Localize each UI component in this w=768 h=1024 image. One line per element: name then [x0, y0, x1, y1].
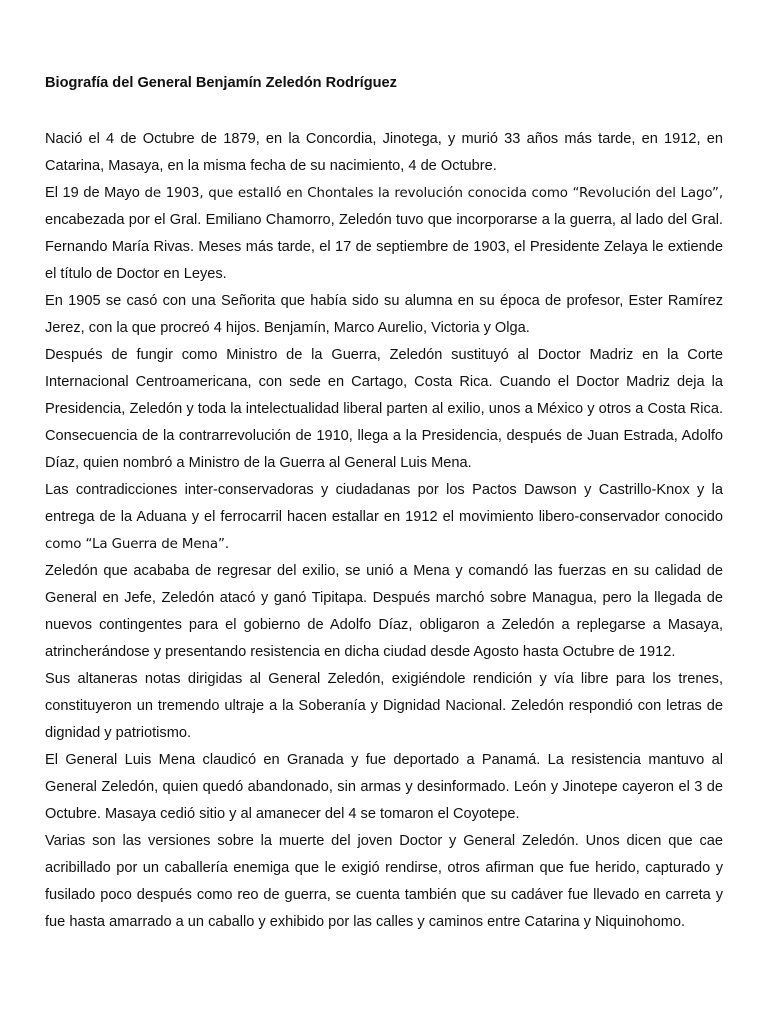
paragraph-marriage: En 1905 se casó con una Señorita que había sido su alumna en su época de profesor, Ester Ramírez Jerez, con la que procreó 4 hijos. Benjamín, Marco Aurelio, Victoria y Olga. [45, 293, 723, 336]
paragraph-contradictions-lead: Las contradicciones inter-conservadoras y ciudadanas por los Pactos Dawson y Castrillo-Knox y la entrega de la Aduana y el ferrocarril hacen estallar en 1912 el movimiento libero-conservador conocido [45, 482, 723, 525]
paragraph-birth: Nació el 4 de Octubre de 1879, en la Concordia, Jinotega, y murió 33 años más tarde, en 1912, en Catarina, Masaya, en la misma fecha de su nacimiento, 4 de Octubre. [45, 131, 723, 174]
paragraph-campaign: Zeledón que acababa de regresar del exilio, se unió a Mena y comandó las fuerzas en su calidad de General en Jefe, Zeledón atacó y ganó Tipitapa. Después marchó sobre Managua, pero la llegada de nuevos contingentes para el gobierno de Adolfo Díaz, obligaron a Zeledón a replegarse a Masaya, atrincherándose y presentando resistencia en dicha ciudad desde Agosto hasta Octubre de 1912. [45, 563, 723, 660]
paragraph-death: Varias son las versiones sobre la muerte del joven Doctor y General Zeledón. Unos dicen que cae acribillado por un caballería enemiga que le exigió rendirse, otros afirman que fue herido, capturado y fusilado poco después como reo de guerra, se cuenta también que su cadáver fue llevado en carreta y fue hasta amarrado a un caballo y exhibido por las calles y caminos entre Catarina y Niquinohomo. [45, 833, 723, 930]
paragraph-ministry: Después de fungir como Ministro de la Guerra, Zeledón sustituyó al Doctor Madriz en la Corte Internacional Centroamericana, con sede en Cartago, Costa Rica. Cuando el Doctor Madriz deja la Presidencia, Zeledón y toda la intelectualidad liberal parten al exilio, unos a México y otros a Costa Rica. Consecuencia de la contrarrevolución de 1910, llega a la Presidencia, después de Juan Estrada, Adolfo Díaz, quien nombró a Ministro de la Guerra al General Luis Mena. [45, 347, 723, 471]
paragraph-revolution [45, 180, 723, 288]
paragraph-resistance: El General Luis Mena claudicó en Granada y fue deportado a Panamá. La resistencia mantuvo al General Zeledón, quien quedó abandonado, sin armas y desinformado. León y Jinotepe cayeron el 3 de Octubre. Masaya cedió sitio y al amanecer del 4 se tomaron el Coyotepe. [45, 752, 723, 822]
paragraph-revolution-rest: encabezada por el Gral. Emiliano Chamorro, Zeledón tuvo que incorporarse a la guerra, al lado del Gral. Fernando María Rivas. Meses más tarde, el 17 de septiembre de 1903, el Presidente Zelaya le extiende el título de Doctor en Leyes. [45, 212, 723, 282]
document-title: Biografía del General Benjamín Zeledón Rodríguez [45, 75, 397, 91]
paragraph-notes: Sus altaneras notas dirigidas al General Zeledón, exigiéndole rendición y vía libre para los trenes, constituyeron un tremendo ultraje a la Soberanía y Dignidad Nacional. Zeledón respondió con letras de dignidad y patriotismo. [45, 671, 723, 741]
paragraph-contradictions [45, 477, 723, 558]
paragraph-revolution-alt: de 1903, que estalló en Chontales la revolución conocida como “Revolución del Lago”, [139, 186, 723, 201]
paragraph-revolution-lead: El 19 de Mayo [45, 185, 140, 201]
paragraph-contradictions-alt: como “La Guerra de Mena”. [45, 537, 230, 552]
document-page [45, 72, 723, 936]
